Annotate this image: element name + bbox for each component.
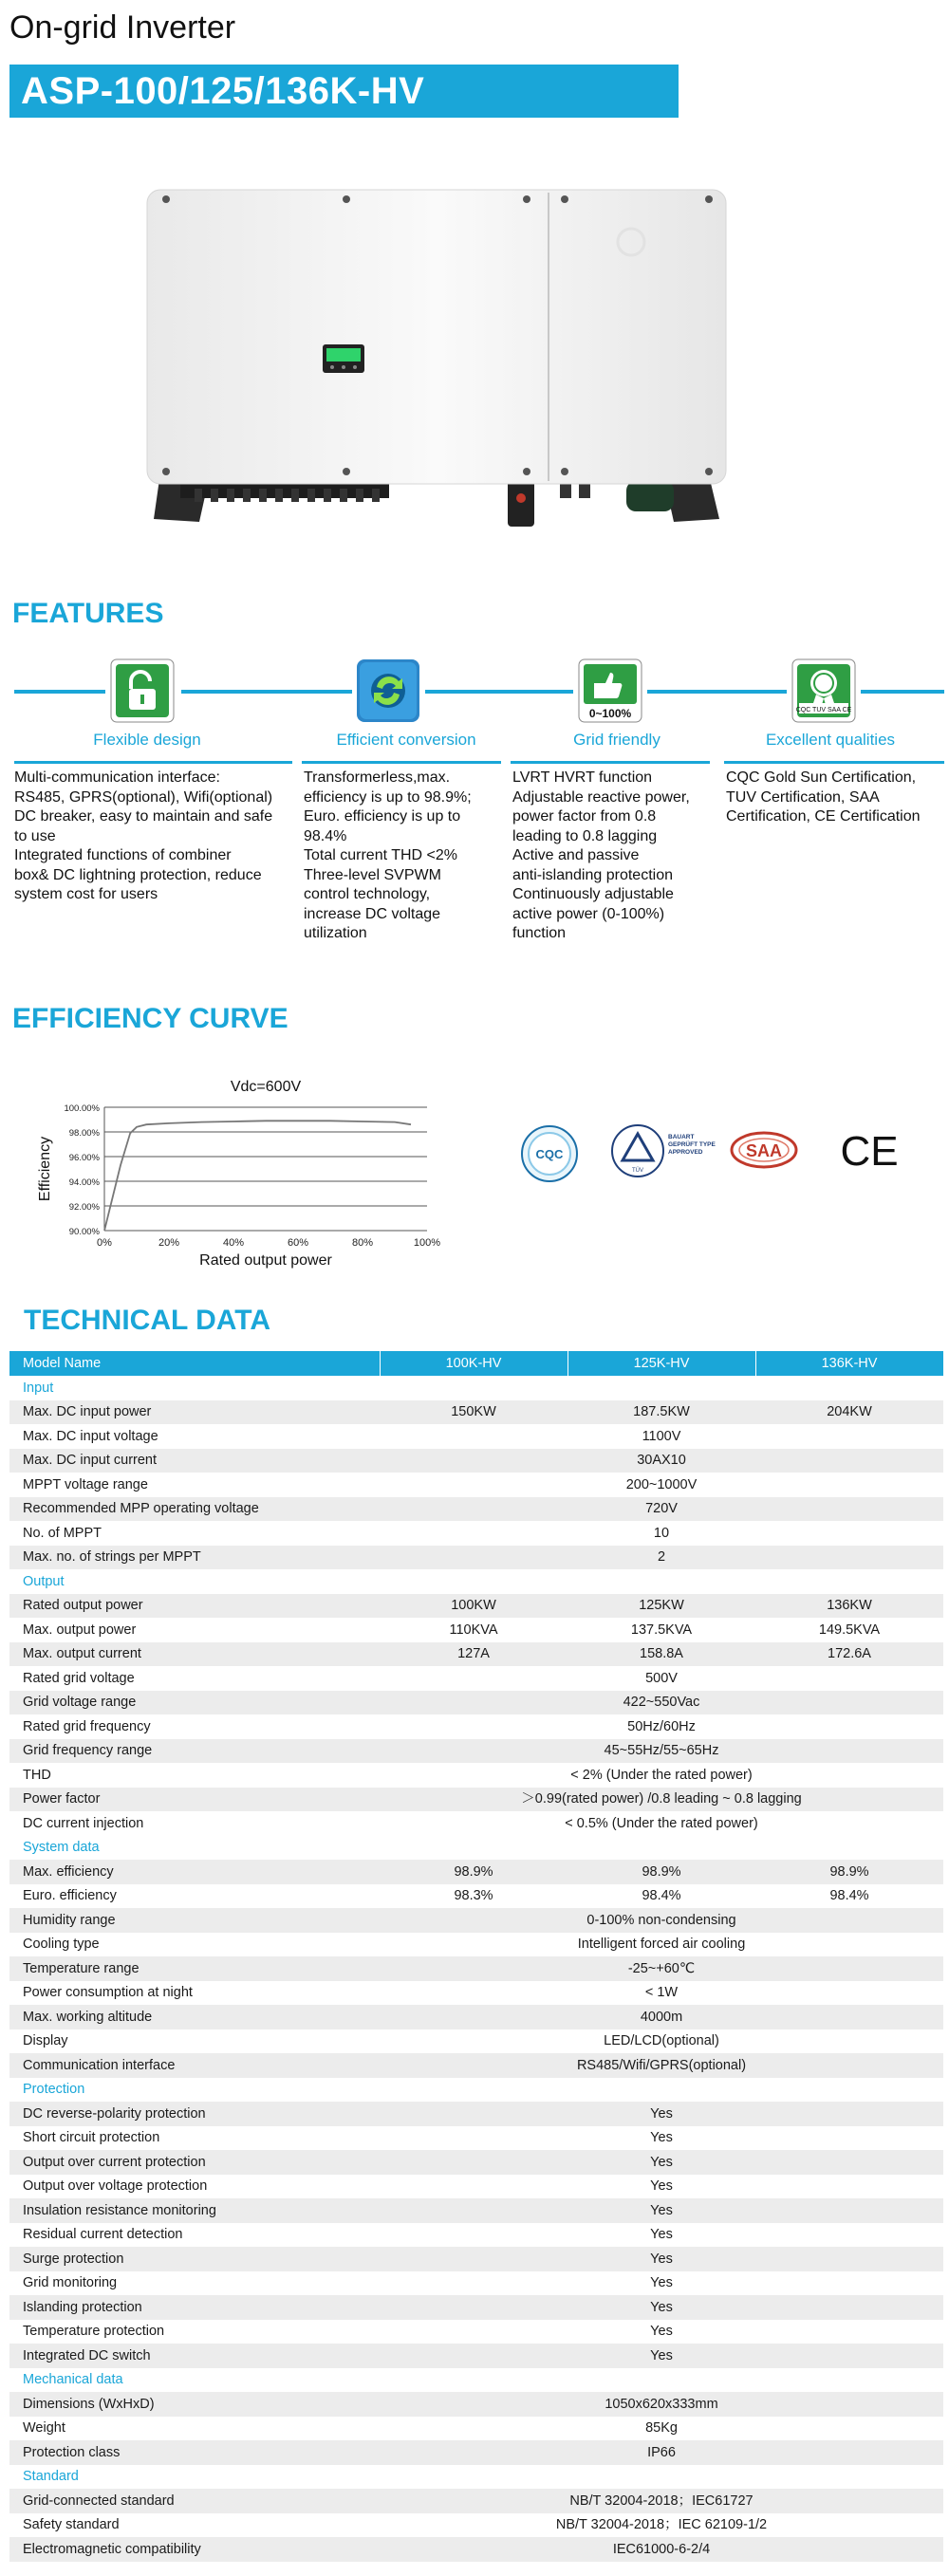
row-label: Communication interface xyxy=(9,2053,380,2078)
row-value: Yes xyxy=(380,2295,943,2320)
row-value: Yes xyxy=(380,2198,943,2223)
table-row xyxy=(9,2440,943,2465)
row-value: 98.9% xyxy=(380,1860,568,1884)
row-label: THD xyxy=(23,1767,51,1783)
feature-underline xyxy=(14,761,292,764)
table-section xyxy=(9,2078,943,2103)
row-value: 98.9% xyxy=(568,1860,755,1884)
section-label: Mechanical data xyxy=(23,2372,123,2388)
row-value: -25~+60℃ xyxy=(380,1956,943,1981)
row-value: 110KVA xyxy=(449,1622,498,1638)
row-value: RS485/Wifi/GPRS(optional) xyxy=(380,2053,943,2078)
row-value: Yes xyxy=(380,2247,943,2271)
table-row xyxy=(9,2489,943,2513)
row-label: Temperature range xyxy=(9,1956,380,1981)
row-value: 85Kg xyxy=(645,2420,678,2437)
feature-title-qualities: Excellent qualities xyxy=(765,731,896,749)
table-row xyxy=(9,2102,943,2126)
row-value: 172.6A xyxy=(755,1642,943,1667)
y-axis-label: Efficiency xyxy=(37,1136,53,1202)
table-row xyxy=(9,1449,943,1473)
column-header: Model Name xyxy=(9,1351,380,1376)
row-label: Islanding protection xyxy=(9,2295,380,2320)
row-value: 50Hz/60Hz xyxy=(627,1718,696,1734)
row-value: ＞0.99(rated power) /0.8 leading ~ 0.8 lagging xyxy=(380,1788,943,1812)
features-line-segment xyxy=(425,690,573,694)
table-row xyxy=(9,1400,943,1425)
row-label: Rated grid voltage xyxy=(23,1670,135,1686)
row-value: 2 xyxy=(380,1546,943,1570)
table-section xyxy=(9,1569,943,1594)
feature-text-flexible: Multi-communication interface: RS485, GPRS(optional), Wifi(optional) DC breaker, easy to maintain and safe to use Integrated functions of combiner box& DC lightning protection, reduce system cost for users xyxy=(14,769,273,902)
conversion-icon xyxy=(356,658,420,723)
row-label: Grid voltage range xyxy=(9,1691,380,1715)
section-label: System data xyxy=(23,1840,100,1856)
row-label: Recommended MPP operating voltage xyxy=(9,1497,380,1522)
row-value: Yes xyxy=(650,2324,673,2340)
row-label: Power consumption at night xyxy=(23,1985,193,2001)
row-value: NB/T 32004-2018；IEC 62109-1/2 xyxy=(555,2517,768,2533)
row-label: MPPT voltage range xyxy=(23,1476,148,1492)
row-value: 136KW xyxy=(755,1594,943,1619)
inverter-image xyxy=(142,185,731,536)
y-tick-label: 90.00% xyxy=(68,1227,100,1237)
row-value: 125KW xyxy=(568,1594,755,1619)
svg-text:CE: CE xyxy=(840,1129,899,1173)
row-value: NB/T 32004-2018；IEC61727 xyxy=(380,2489,943,2513)
series-line xyxy=(104,1121,411,1231)
row-value: IEC61000-6-2/4 xyxy=(380,2537,943,2562)
table-row xyxy=(9,2537,943,2562)
model-name: ASP-100/125/136K-HV xyxy=(21,70,425,112)
row-label: DC reverse-polarity protection xyxy=(9,2102,380,2126)
x-tick-label: 100% xyxy=(413,1237,441,1249)
row-value: LED/LCD(optional) xyxy=(604,2033,719,2049)
row-value: 137.5KVA xyxy=(630,1622,693,1638)
table-row xyxy=(9,1424,943,1449)
row-label: Output over current protection xyxy=(9,2150,380,2175)
efficiency-chart xyxy=(28,1067,446,1271)
feature-text-qualities: CQC Gold Sun Certification, TUV Certification, SAA Certification, CE Certification xyxy=(726,769,921,825)
row-value: IP66 xyxy=(380,2440,943,2465)
row-value: 127A xyxy=(380,1642,568,1667)
row-label: Insulation resistance monitoring xyxy=(9,2198,380,2223)
row-value: 720V xyxy=(380,1497,943,1522)
row-label: Protection class xyxy=(9,2440,380,2465)
table-row xyxy=(9,1497,943,1522)
table-section xyxy=(9,1836,943,1861)
table-row xyxy=(9,1739,943,1764)
page-title: On-grid Inverter xyxy=(9,9,236,46)
table-row xyxy=(9,2392,943,2417)
table-section xyxy=(9,2368,943,2393)
row-value: 100KW xyxy=(380,1594,568,1619)
bauart-text: BAUART GEPRÜFT TYPE APPROVED xyxy=(668,1134,716,1156)
row-label: Weight xyxy=(23,2420,65,2437)
row-value: 422~550Vac xyxy=(380,1691,943,1715)
row-value: 0-100% non-condensing xyxy=(380,1908,943,1933)
table-row xyxy=(9,1594,943,1619)
thumbs-up-icon xyxy=(578,658,642,723)
features-line-segment xyxy=(181,690,352,694)
row-value: Yes xyxy=(380,2102,943,2126)
column-header: 136K-HV xyxy=(755,1351,943,1376)
row-label: Max. DC input voltage xyxy=(23,1428,158,1444)
table-row xyxy=(9,1473,943,1497)
tuv-logo xyxy=(609,1122,666,1179)
table-row xyxy=(9,1908,943,1933)
table-row xyxy=(9,2150,943,2175)
table-row xyxy=(9,1691,943,1715)
table-row xyxy=(9,1811,943,1836)
table-row xyxy=(9,2320,943,2344)
feature-title-efficient: Efficient conversion xyxy=(336,731,476,749)
section-label: Protection xyxy=(23,2082,85,2098)
row-label: Short circuit protection xyxy=(23,2130,160,2146)
row-value: 98.3% xyxy=(454,1888,493,1904)
table-row xyxy=(9,1933,943,1957)
row-label: Safety standard xyxy=(23,2517,120,2533)
row-label: Euro. efficiency xyxy=(23,1888,117,1904)
row-label: Max. output power xyxy=(23,1622,137,1638)
table-row xyxy=(9,1884,943,1909)
certificate-icon xyxy=(791,658,856,723)
x-tick-label: 20% xyxy=(158,1237,180,1249)
row-label: Grid frequency range xyxy=(9,1739,380,1764)
table-section xyxy=(9,1376,943,1400)
row-label: Humidity range xyxy=(9,1908,380,1933)
row-label: Max. no. of strings per MPPT xyxy=(9,1546,380,1570)
y-tick-label: 94.00% xyxy=(68,1177,100,1188)
row-label: Max. efficiency xyxy=(9,1860,380,1884)
row-value: 158.8A xyxy=(568,1642,755,1667)
table-row xyxy=(9,2223,943,2248)
table-row xyxy=(9,2271,943,2296)
table-row xyxy=(9,2053,943,2078)
row-label: DC current injection xyxy=(23,1815,144,1831)
row-label: Residual current detection xyxy=(23,2227,183,2243)
grid-range-badge: 0~100% xyxy=(588,707,632,720)
svg-text:SAA: SAA xyxy=(745,1141,783,1160)
feature-underline xyxy=(302,761,501,764)
table-row xyxy=(9,2175,943,2199)
row-label: Output over voltage protection xyxy=(23,2178,208,2195)
row-label: Grid-connected standard xyxy=(9,2489,380,2513)
table-row xyxy=(9,2005,943,2029)
row-value: 98.4% xyxy=(829,1888,869,1904)
row-value: < 2% (Under the rated power) xyxy=(570,1767,753,1783)
row-value: 10 xyxy=(653,1525,670,1541)
row-value: 204KW xyxy=(755,1400,943,1425)
feature-underline xyxy=(724,761,944,764)
table-row xyxy=(9,1860,943,1884)
x-tick-label: 60% xyxy=(287,1237,309,1249)
row-value: Yes xyxy=(650,2130,673,2146)
saa-logo xyxy=(726,1127,802,1180)
row-value: Yes xyxy=(650,2275,673,2291)
row-value: Yes xyxy=(650,2227,673,2243)
row-label: Max. working altitude xyxy=(9,2005,380,2029)
row-value: Yes xyxy=(650,2178,673,2195)
x-tick-label: 0% xyxy=(97,1237,112,1249)
model-banner xyxy=(9,65,679,118)
table-row xyxy=(9,1763,943,1788)
row-label: Max. DC input power xyxy=(9,1400,380,1425)
row-value: 45~55Hz/55~65Hz xyxy=(380,1739,943,1764)
section-label: Standard xyxy=(23,2469,79,2485)
row-label: Dimensions (WxHxD) xyxy=(9,2392,380,2417)
y-tick-label: 96.00% xyxy=(68,1153,100,1163)
row-value: Yes xyxy=(380,2150,943,2175)
x-axis-label: Rated output power xyxy=(199,1252,332,1269)
table-row xyxy=(9,1788,943,1812)
feature-title-flexible: Flexible design xyxy=(93,731,201,749)
table-row xyxy=(9,1521,943,1546)
row-value: < 1W xyxy=(644,1985,679,2001)
x-tick-label: 80% xyxy=(351,1237,374,1249)
table-row xyxy=(9,1618,943,1642)
table-row xyxy=(9,2417,943,2441)
row-label: Max. output current xyxy=(9,1642,380,1667)
row-value: 149.5KVA xyxy=(818,1622,881,1638)
row-value: 1050x620x333mm xyxy=(380,2392,943,2417)
row-value: 200~1000V xyxy=(625,1476,698,1492)
table-row xyxy=(9,2295,943,2320)
table-row xyxy=(9,1546,943,1570)
table-section xyxy=(9,2465,943,2490)
table-header xyxy=(9,1351,943,1376)
feature-text-grid: LVRT HVRT function Adjustable reactive power, power factor from 0.8 leading to 0.8 lagging Active and passive anti-islanding protection Continuously adjustable active power (0-100%) function xyxy=(512,769,690,941)
x-tick-label: 40% xyxy=(222,1237,245,1249)
table-row xyxy=(9,1642,943,1667)
column-header: 125K-HV xyxy=(568,1351,755,1376)
table-row xyxy=(9,1714,943,1739)
row-label: Max. DC input current xyxy=(9,1449,380,1473)
feature-text-efficient: Transformerless,max. efficiency is up to 98.9%; Euro. efficiency is up to 98.4% Total current THD <2% Three-level SVPWM control technology, increase DC voltage utilization xyxy=(304,769,472,941)
technical-heading: TECHNICAL DATA xyxy=(24,1305,270,1336)
ce-logo xyxy=(840,1129,899,1173)
cqc-logo xyxy=(520,1124,579,1183)
row-label: Power factor xyxy=(9,1788,380,1812)
section-label: Output xyxy=(23,1573,65,1589)
row-label: No. of MPPT xyxy=(23,1525,102,1541)
row-value: 98.9% xyxy=(755,1860,943,1884)
features-line-segment xyxy=(14,690,105,694)
row-value: 98.4% xyxy=(642,1888,681,1904)
features-line-segment xyxy=(861,690,944,694)
row-value: 4000m xyxy=(380,2005,943,2029)
features-line-segment xyxy=(647,690,787,694)
table-row xyxy=(9,2198,943,2223)
svg-text:CQC: CQC xyxy=(535,1147,564,1161)
cert-badge: CQC TUV SAA CE xyxy=(795,707,852,713)
row-value: 30AX10 xyxy=(380,1449,943,1473)
row-value: 500V xyxy=(645,1670,678,1686)
feature-underline xyxy=(511,761,710,764)
table-row xyxy=(9,2513,943,2538)
technical-data-table xyxy=(9,1351,944,2562)
feature-title-grid: Grid friendly xyxy=(573,731,661,749)
row-value: 1100V xyxy=(642,1428,681,1444)
section-label: Input xyxy=(23,1380,54,1396)
row-value: < 0.5% (Under the rated power) xyxy=(565,1815,758,1831)
table-row xyxy=(9,2029,943,2054)
unlock-icon xyxy=(110,658,175,723)
table-row xyxy=(9,2344,943,2368)
row-label: Temperature protection xyxy=(23,2324,165,2340)
row-label: Rated grid frequency xyxy=(23,1718,151,1734)
row-label: Integrated DC switch xyxy=(9,2344,380,2368)
table-row xyxy=(9,2247,943,2271)
svg-text:TÜV: TÜV xyxy=(632,1168,643,1174)
table-row xyxy=(9,1956,943,1981)
row-label: Electromagnetic compatibility xyxy=(9,2537,380,2562)
row-value: 150KW xyxy=(380,1400,568,1425)
features-heading: FEATURES xyxy=(12,598,164,629)
row-value: Yes xyxy=(380,2344,943,2368)
row-label: Grid monitoring xyxy=(23,2275,118,2291)
y-tick-label: 98.00% xyxy=(68,1128,100,1139)
row-label: Rated output power xyxy=(9,1594,380,1619)
y-tick-label: 92.00% xyxy=(68,1202,100,1213)
row-value: Intelligent forced air cooling xyxy=(577,1937,746,1953)
efficiency-heading: EFFICIENCY CURVE xyxy=(12,1003,288,1034)
table-row xyxy=(9,1666,943,1691)
row-label: Surge protection xyxy=(9,2247,380,2271)
row-value: 187.5KW xyxy=(568,1400,755,1425)
y-tick-label: 100.00% xyxy=(64,1103,100,1114)
table-row xyxy=(9,2126,943,2151)
row-label: Display xyxy=(23,2033,68,2049)
table-row xyxy=(9,1981,943,2006)
row-label: Cooling type xyxy=(23,1937,100,1953)
chart-title: Vdc=600V xyxy=(230,1079,302,1095)
column-header: 100K-HV xyxy=(380,1351,568,1376)
